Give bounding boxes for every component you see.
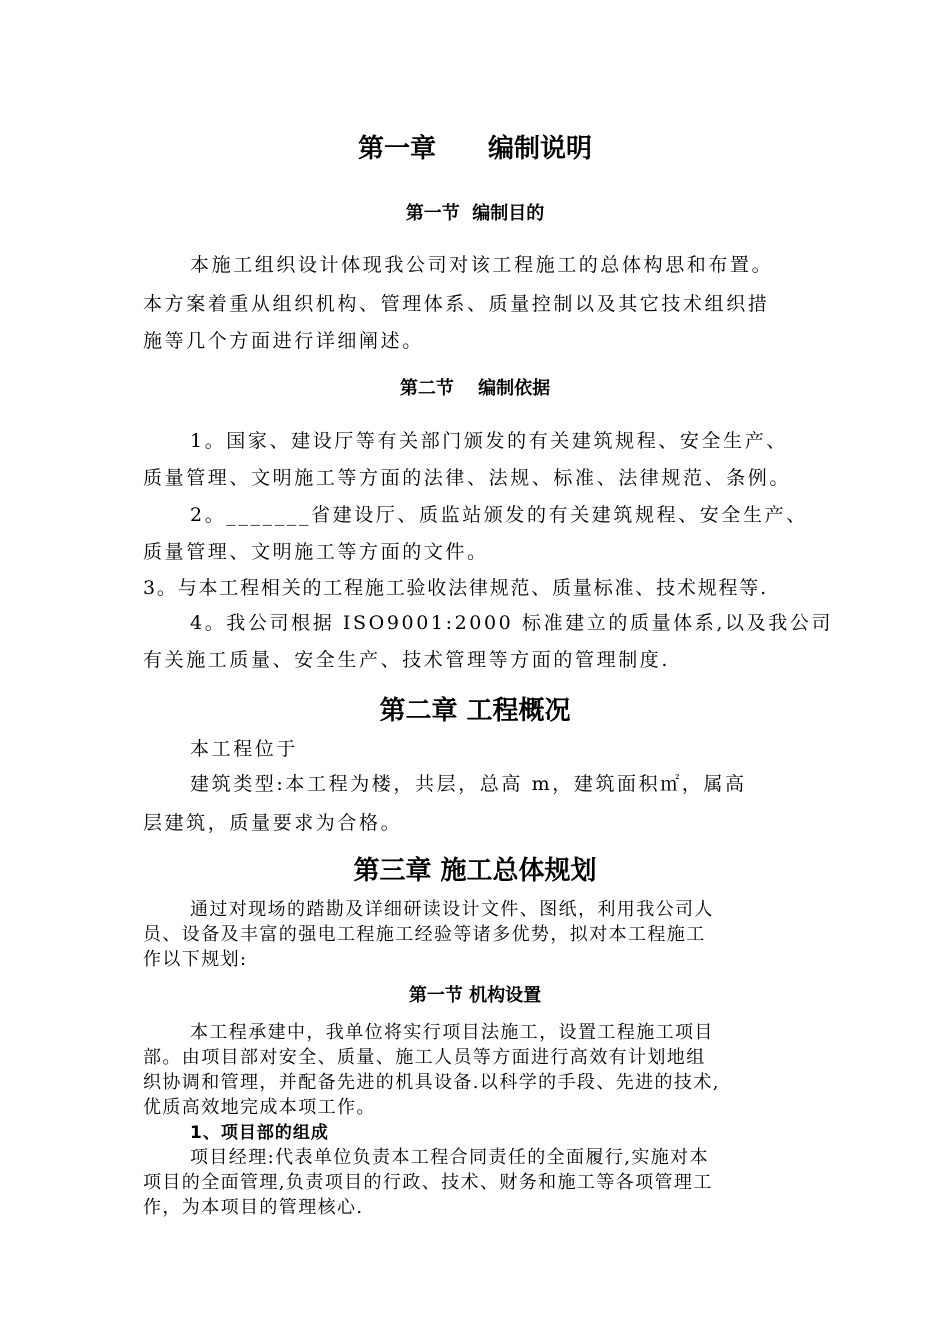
chapter-1-title: 第一章 编制说明 (357, 134, 592, 164)
section-1-1-title: 第一节 编制目的 (405, 203, 545, 224)
paragraph-line: 质量管理、文明施工等方面的文件。 (143, 541, 489, 563)
paragraph-line: 作以下规划: (143, 949, 248, 970)
paragraph-line: 员、设备及丰富的强电工程施工经验等诸多优势，拟对本工程施工 (143, 924, 706, 945)
paragraph-line: 1。国家、建设厅等有关部门颁发的有关建筑规程、安全生产、 (190, 430, 788, 452)
paragraph-line: 2。_______省建设厅、质监站颁发的有关建筑规程、安全生产、 (190, 504, 808, 526)
paragraph-line: 质量管理、文明施工等方面的法律、法规、标准、法律规范、条例。 (143, 467, 792, 489)
paragraph-line: 优质高效地完成本项工作。 (143, 1097, 376, 1118)
subheading-project-dept: 1、项目部的组成 (190, 1123, 329, 1143)
paragraph-line: 本工程承建中，我单位将实行项目法施工，设置工程施工项目 (190, 1022, 714, 1043)
section-3-1-title: 第一节 机构设置 (408, 985, 542, 1006)
chapter-3-title: 第三章 施工总体规划 (353, 856, 597, 886)
paragraph-line: 本施工组织设计体现我公司对该工程施工的总体构思和布置。 (190, 254, 774, 276)
paragraph-line: 施等几个方面进行详细阐述。 (143, 330, 424, 352)
paragraph-line: 4。我公司根据 ISO9001:2000 标准建立的质量体系,以及我公司 (190, 612, 834, 634)
paragraph-line: 作，为本项目的管理核心. (143, 1197, 364, 1218)
paragraph-line: 有关施工质量、安全生产、技术管理等方面的管理制度. (143, 649, 671, 671)
paragraph-line: 部。由项目部对安全、质量、施工人员等方面进行高效有计划地组 (143, 1047, 706, 1068)
paragraph-line: 本工程位于 (190, 738, 299, 760)
paragraph-line: 项目经理:代表单位负责本工程合同责任的全面履行,实施对本 (190, 1147, 709, 1168)
paragraph-line: 通过对现场的踏勘及详细研读设计文件、图纸，利用我公司人 (190, 899, 714, 920)
paragraph-line: 本方案着重从组织机构、管理体系、质量控制以及其它技术组织措 (143, 293, 770, 315)
paragraph-line: 项目的全面管理,负责项目的行政、技术、财务和施工等各项管理工 (143, 1172, 713, 1193)
paragraph-line: 织协调和管理，并配备先进的机具设备.以科学的手段、先进的技术, (143, 1072, 720, 1093)
paragraph-line: 3。与本工程相关的工程施工验收法律规范、质量标准、技术规程等. (143, 577, 768, 599)
chapter-2-title: 第二章 工程概况 (379, 696, 571, 726)
section-1-2-title: 第二节 编制依据 (399, 378, 551, 399)
paragraph-line: 建筑类型:本工程为楼，共层，总高 m，建筑面积㎡，属高 (190, 773, 747, 795)
paragraph-line: 层建筑，质量要求为合格。 (143, 812, 403, 834)
